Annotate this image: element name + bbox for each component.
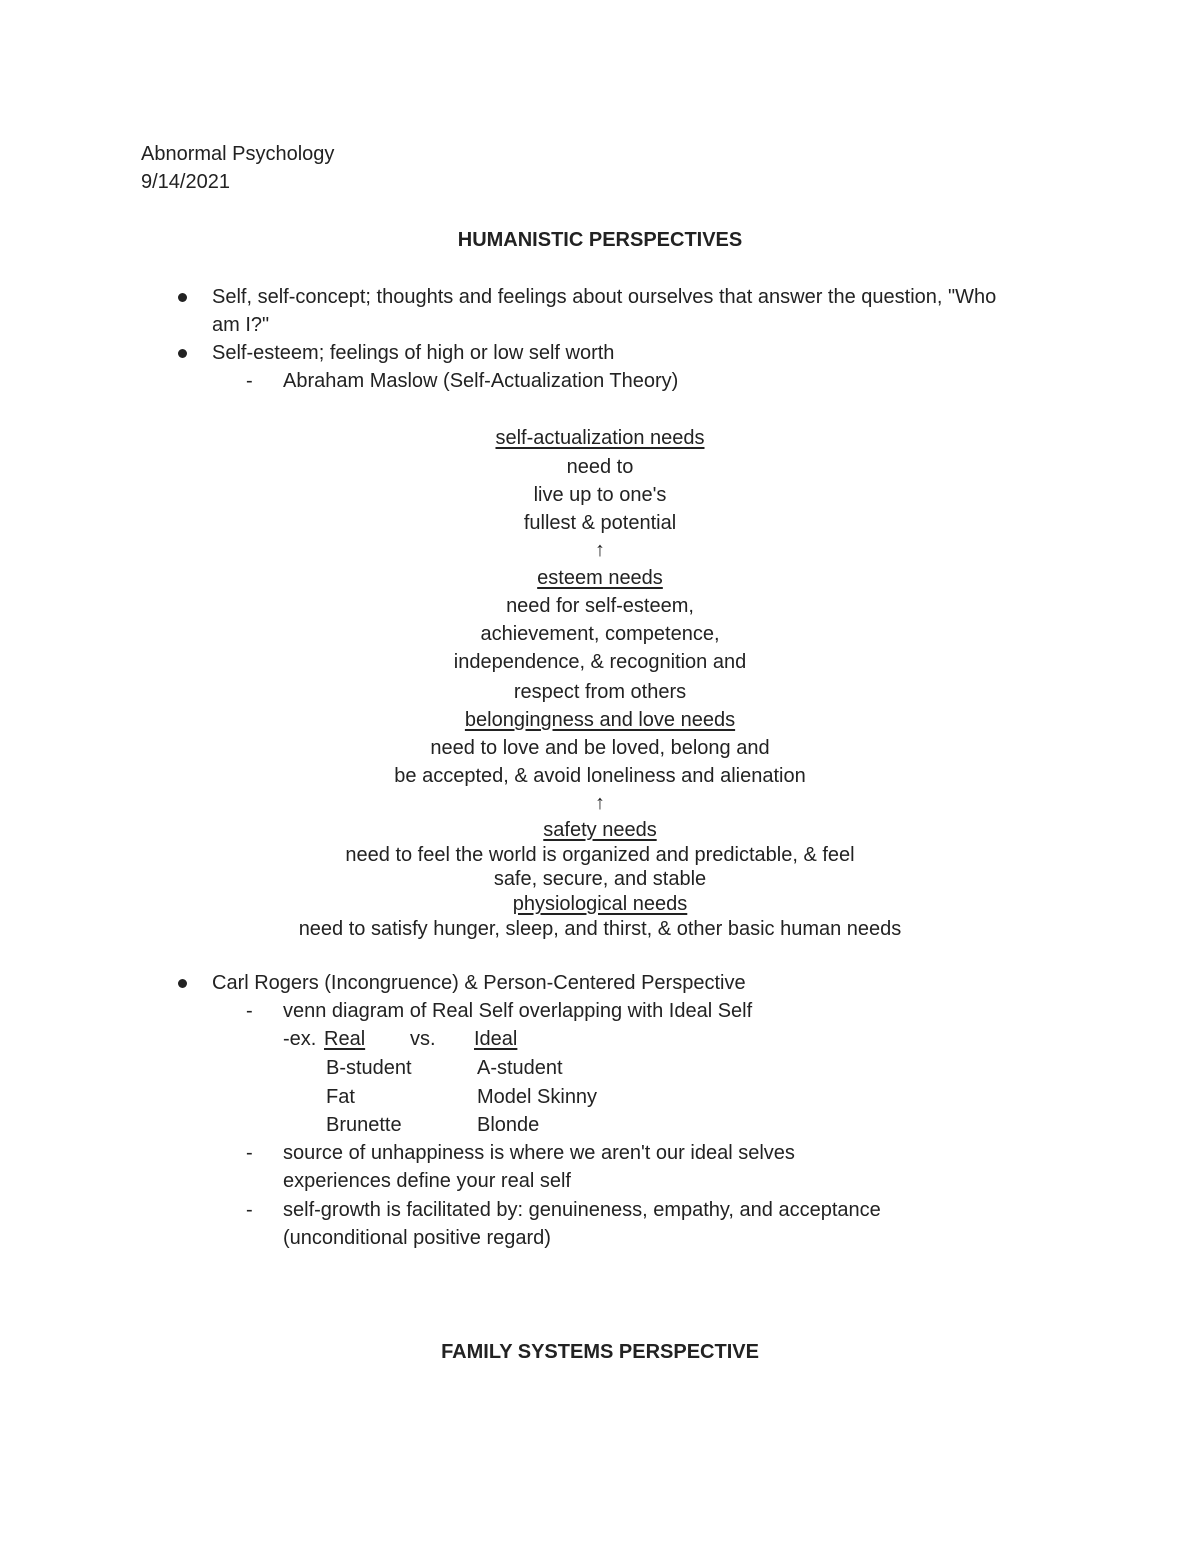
- need-title-self-actualization: self-actualization needs: [495, 427, 705, 449]
- sub-item-unhappiness-line2: experiences define your real self: [283, 1170, 571, 1192]
- column-header-real: Real: [324, 1028, 366, 1050]
- table-cell-ideal: Model Skinny: [477, 1086, 598, 1108]
- dash-icon: -: [246, 1142, 253, 1164]
- need-desc-line: live up to one's: [533, 484, 667, 506]
- need-desc-line: safe, secure, and stable: [493, 868, 707, 890]
- section-heading-humanistic: HUMANISTIC PERSPECTIVES: [457, 229, 743, 251]
- bullet-icon: [178, 979, 187, 988]
- sub-item-self-growth-line2: (unconditional positive regard): [283, 1227, 551, 1249]
- bullet-icon: [178, 293, 187, 302]
- need-desc-line: need to: [566, 456, 634, 478]
- table-cell-ideal: Blonde: [477, 1114, 540, 1136]
- example-prefix: -ex.: [283, 1028, 317, 1050]
- dash-icon: -: [246, 370, 253, 392]
- bullet-self-esteem: Self-esteem; feelings of high or low self worth: [212, 342, 615, 364]
- table-cell-ideal: A-student: [477, 1057, 563, 1079]
- arrow-up-icon: ↑: [595, 539, 605, 561]
- table-cell-real: B-student: [326, 1057, 412, 1079]
- table-cell-real: Brunette: [326, 1114, 402, 1136]
- need-desc-line: need for self-esteem,: [506, 595, 694, 617]
- need-title-safety: safety needs: [543, 819, 657, 841]
- bullet-self-concept-line2: am I?": [212, 314, 270, 336]
- sub-item-self-growth-line1: self-growth is facilitated by: genuineness, empathy, and acceptance: [283, 1199, 881, 1221]
- sub-item-venn: venn diagram of Real Self overlapping with Ideal Self: [283, 1000, 753, 1022]
- need-desc-line: need to satisfy hunger, sleep, and thirst, & other basic human needs: [298, 918, 902, 940]
- sub-item-unhappiness-line1: source of unhappiness is where we aren't our ideal selves: [283, 1142, 795, 1164]
- dash-icon: -: [246, 1199, 253, 1221]
- need-desc-line: achievement, competence,: [480, 623, 720, 645]
- need-desc-line: need to love and be loved, belong and: [430, 737, 770, 759]
- dash-icon: -: [246, 1000, 253, 1022]
- bullet-icon: [178, 349, 187, 358]
- need-title-belongingness: belongingness and love needs: [464, 709, 736, 731]
- bullet-self-concept-line1: Self, self-concept; thoughts and feelings about ourselves that answer the question, "Who: [212, 286, 997, 308]
- need-desc-line: be accepted, & avoid loneliness and alienation: [394, 765, 806, 787]
- sub-item-maslow: Abraham Maslow (Self-Actualization Theory): [283, 370, 679, 392]
- need-title-esteem: esteem needs: [537, 567, 663, 589]
- course-title: Abnormal Psychology: [141, 143, 335, 165]
- need-title-physiological: physiological needs: [512, 893, 688, 915]
- column-header-ideal: Ideal: [474, 1028, 518, 1050]
- bullet-carl-rogers: Carl Rogers (Incongruence) & Person-Centered Perspective: [212, 972, 746, 994]
- versus-label: vs.: [410, 1028, 436, 1050]
- arrow-up-icon: ↑: [595, 792, 605, 814]
- need-desc-line: fullest & potential: [523, 512, 677, 534]
- need-desc-line: respect from others: [513, 681, 687, 703]
- need-desc-line: independence, & recognition and: [453, 651, 747, 673]
- need-desc-line: need to feel the world is organized and predictable, & feel: [345, 844, 855, 866]
- section-heading-family-systems: FAMILY SYSTEMS PERSPECTIVE: [441, 1341, 759, 1363]
- table-cell-real: Fat: [326, 1086, 355, 1108]
- note-date: 9/14/2021: [141, 171, 230, 193]
